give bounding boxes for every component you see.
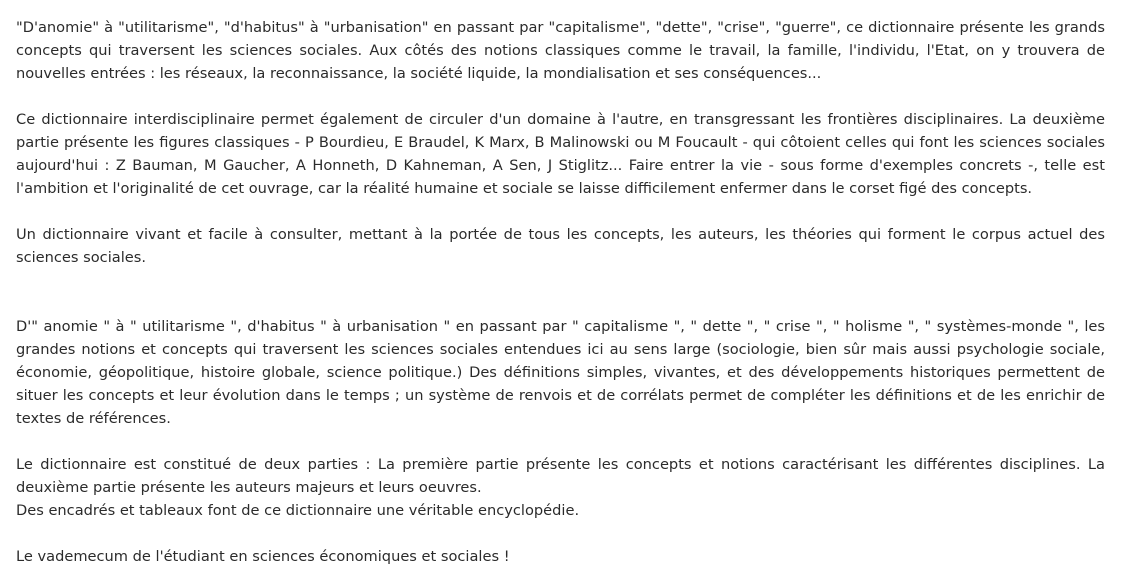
paragraph-encyclopedia: Des encadrés et tableaux font de ce dictionnaire une véritable encyclopédie.	[16, 502, 580, 519]
section-spacer	[16, 269, 1105, 315]
paragraph-vademecum: Le vademecum de l'étudiant en sciences économiques et sociales !	[16, 548, 510, 565]
paragraph-notions-overview: D'" anomie " à " utilitarisme ", d'habitus " à urbanisation " en passant par " capitalisme ", " dette ", " crise ", " holisme ", " systèmes-monde ", les grandes notions et concepts qui traversent les sciences sociales entendues ici au sens large (sociologie, bien sûr mais aussi psychologie sociale, économie, géopolitique, histoire globale, science politique.) Des définitions simples, vivantes, et des développements historiques permettent de situer les concepts et leur évolution dans le temps ; un système de renvois et de corrélats permet de compléter les définitions et de les enrichir de textes de références.	[16, 318, 1105, 427]
paragraph-living-dictionary: Un dictionnaire vivant et facile à consulter, mettant à la portée de tous les concepts, les auteurs, les théories qui forment le corpus actuel des sciences sociales.	[16, 226, 1105, 266]
paragraph-concepts-intro: "D'anomie" à "utilitarisme", "d'habitus" à "urbanisation" en passant par "capitalisme", "dette", "crise", "guerre", ce dictionnaire présente les grands concepts qui traversent les sciences sociales. Aux côtés des notions classiques comme le travail, la famille, l'individu, l'Etat, on y trouvera de nouvelles entrées : les réseaux, la reconnaissance, la société liquide, la mondialisation et ses conséquences...	[16, 19, 1105, 82]
paragraph-spacer	[16, 85, 1105, 108]
paragraph-two-parts: Le dictionnaire est constitué de deux parties : La première partie présente les concepts et notions caractérisant les différentes disciplines. La deuxième partie présente les auteurs majeurs et leurs oeuvres.	[16, 456, 1105, 496]
paragraph-interdisciplinary: Ce dictionnaire interdisciplinaire permet également de circuler d'un domaine à l'autre, en transgressant les frontières disciplinaires. La deuxième partie présente les figures classiques - P Bourdieu, E Braudel, K Marx, B Malinowski ou M Foucault - qui côtoient celles qui font les sciences sociales aujourd'hui : Z Bauman, M Gaucher, A Honneth, D Kahneman, A Sen, J Stiglitz... Faire entrer la vie - sous forme d'exemples concrets -, telle est l'ambition et l'originalité de cet ouvrage, car la réalité humaine et sociale se laisse difficilement enfermer dans le corset figé des concepts.	[16, 111, 1105, 197]
book-description	[16, 16, 1105, 568]
paragraph-spacer	[16, 430, 1105, 453]
paragraph-spacer	[16, 200, 1105, 223]
paragraph-spacer	[16, 522, 1105, 545]
